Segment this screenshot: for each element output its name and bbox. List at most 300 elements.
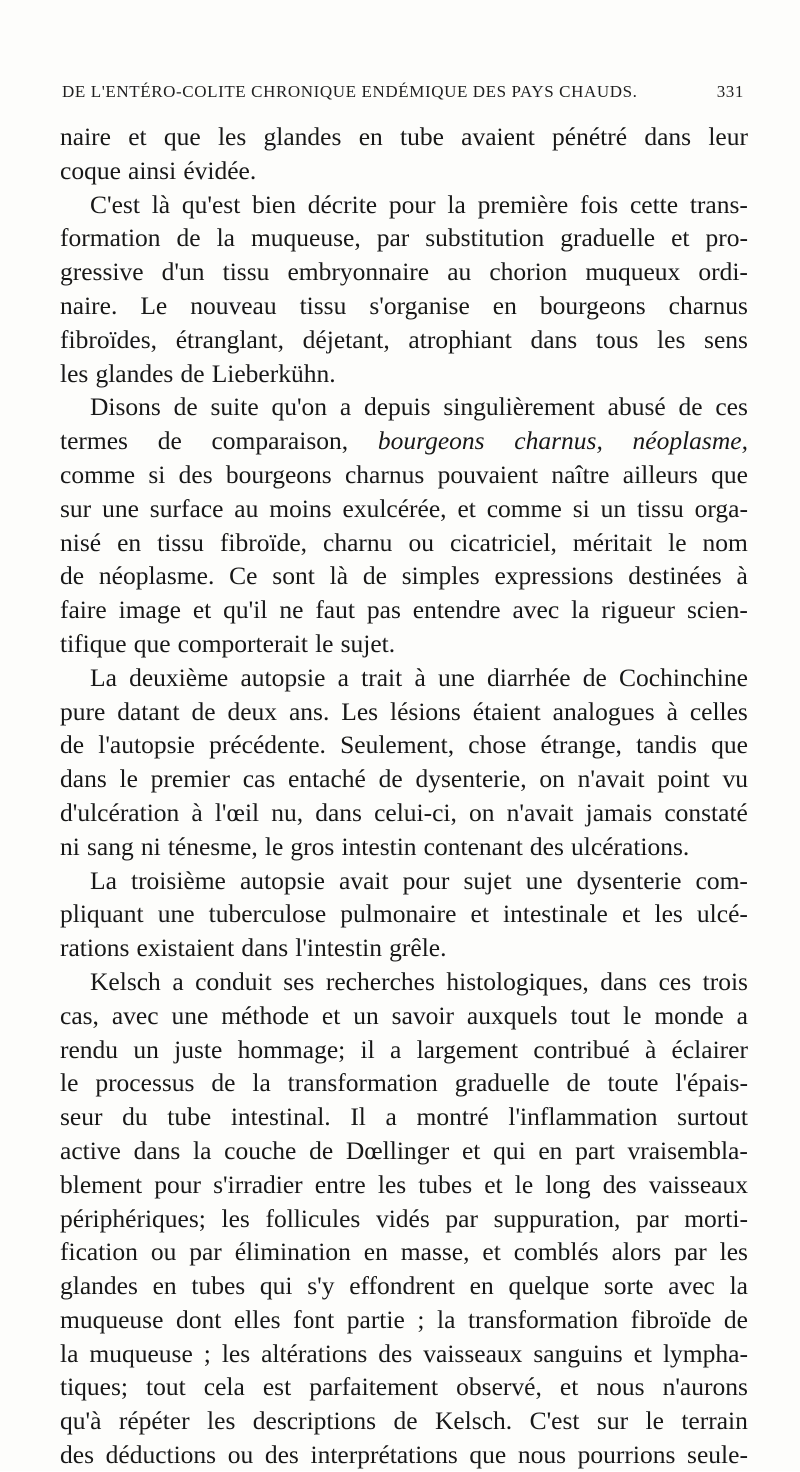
word: tous	[595, 324, 639, 354]
word: d'un	[161, 257, 205, 287]
word: entre	[314, 1169, 366, 1199]
word: première	[477, 189, 569, 219]
word: et	[671, 223, 690, 253]
word: La	[90, 662, 117, 692]
word: les	[657, 324, 686, 354]
word: lympha-	[662, 1338, 748, 1368]
word: ans.	[288, 696, 330, 726]
word: atrophiant	[408, 324, 512, 354]
text-line	[60, 661, 748, 695]
word: charnus,	[514, 426, 603, 456]
word: celui-ci,	[374, 797, 457, 827]
word: les	[719, 1237, 748, 1267]
word: La	[90, 865, 117, 895]
word: auxquels	[466, 1000, 558, 1030]
word: Dœllinger	[345, 1135, 450, 1165]
word: en	[358, 122, 383, 151]
word: de	[60, 730, 85, 760]
word: on	[539, 764, 565, 794]
word: masse,	[400, 1237, 470, 1267]
word: ;	[203, 1338, 211, 1368]
word: de	[180, 358, 205, 388]
word: en	[117, 527, 142, 557]
word: trait	[361, 662, 403, 692]
word: fibroïdes,	[60, 324, 158, 354]
word: un	[600, 493, 627, 523]
word: le	[514, 1169, 534, 1199]
word: précédente.	[209, 730, 326, 760]
word: évidée.	[183, 155, 257, 185]
word: bourgeons	[225, 459, 332, 489]
word: les	[217, 122, 247, 151]
word: orga-	[694, 493, 748, 523]
word: monde	[654, 1000, 724, 1030]
word: com-	[695, 865, 748, 895]
word: néoplasme.	[98, 561, 215, 591]
word: de	[362, 561, 387, 591]
word: terrain	[681, 1406, 748, 1436]
text-line	[60, 289, 748, 323]
text-line	[60, 593, 748, 627]
word: par	[674, 1237, 707, 1267]
word: n'avait	[506, 797, 574, 827]
text-line	[60, 154, 748, 188]
text-line	[60, 627, 748, 661]
word: s'irradier	[213, 1169, 303, 1199]
word: destinées	[628, 561, 722, 591]
word: descriptions	[252, 1406, 377, 1436]
word: pour	[402, 865, 450, 895]
word: tube	[167, 1102, 212, 1132]
word: pas	[366, 595, 401, 625]
word: des	[529, 831, 564, 861]
word: une	[102, 493, 139, 523]
word: Cochinchine	[619, 662, 748, 692]
text-line	[60, 1269, 748, 1303]
word: surface	[149, 493, 224, 523]
word: s'y	[307, 1271, 335, 1301]
word: les	[60, 358, 89, 388]
word: qu'il	[223, 595, 268, 625]
word: là	[329, 561, 349, 591]
word: avec	[512, 595, 560, 625]
word: ni	[140, 831, 161, 861]
word: l'inflammation	[508, 1102, 658, 1132]
word: bourgeons	[377, 426, 485, 456]
word: le	[623, 1000, 642, 1030]
text-line	[60, 796, 748, 830]
word: point	[657, 764, 710, 794]
word: charnus	[344, 459, 425, 489]
word: alors	[611, 1237, 662, 1267]
word: sur	[596, 1406, 629, 1436]
word: substitution	[425, 223, 545, 253]
word: que	[163, 122, 201, 151]
word: Seulement,	[340, 730, 455, 760]
word: comme	[486, 493, 562, 523]
word: C'est	[90, 189, 140, 219]
word: et	[128, 122, 147, 151]
word: et	[321, 1000, 341, 1030]
word: cicatriciel,	[449, 527, 557, 557]
text-line	[60, 120, 748, 154]
word: comblés	[513, 1237, 599, 1267]
text-line	[60, 897, 748, 931]
word: par	[189, 1237, 222, 1267]
word: si	[572, 493, 590, 523]
word: glandes	[95, 358, 174, 388]
word: et	[482, 1237, 501, 1267]
word: pénétré	[552, 122, 628, 151]
word: intestin	[341, 831, 417, 861]
word: premier	[150, 764, 230, 794]
word: vaisseaux	[423, 1338, 523, 1368]
word: ulcérations.	[571, 831, 690, 861]
word: montré	[416, 1102, 489, 1132]
text-line	[60, 1404, 748, 1438]
word: est	[262, 1372, 292, 1402]
word: et	[621, 899, 641, 929]
text-line	[60, 357, 748, 391]
text-line	[60, 728, 748, 762]
word: sujet.	[340, 628, 396, 658]
word: seule-	[687, 1440, 748, 1470]
word: vidés	[375, 1203, 430, 1233]
word: nous	[596, 1372, 645, 1402]
word: pourrions	[577, 1440, 676, 1470]
word: tubes	[191, 1271, 246, 1301]
word: avec	[668, 1271, 715, 1301]
word: on	[469, 797, 495, 827]
word: muqueux	[585, 257, 681, 287]
text-line	[60, 1235, 748, 1269]
word: bien	[252, 189, 296, 219]
text-line	[60, 188, 748, 222]
word: les	[221, 1203, 250, 1233]
word: une	[437, 662, 475, 692]
word: les	[377, 1169, 407, 1199]
word: naire	[60, 122, 111, 151]
word: ténesme,	[167, 831, 258, 861]
text-line	[60, 1066, 748, 1100]
word: qu'on	[271, 392, 328, 422]
word: tissu	[299, 290, 347, 320]
word: entaché	[288, 764, 366, 794]
text-line	[60, 1202, 748, 1236]
word: suite	[210, 392, 259, 422]
word: rigueur	[601, 595, 676, 625]
word: n'avait	[577, 764, 645, 794]
word: nous	[517, 1440, 567, 1470]
word: moins	[269, 493, 332, 523]
word: diarrhée	[487, 662, 571, 692]
word: la	[437, 1304, 456, 1334]
word: depuis	[363, 392, 431, 422]
word: déjetant,	[302, 324, 390, 354]
word: rendu	[60, 1034, 119, 1064]
word: long	[545, 1169, 591, 1199]
word: faire	[60, 595, 107, 625]
running-header	[62, 82, 744, 108]
word: tout	[570, 1000, 611, 1030]
word: coque	[60, 155, 121, 185]
word: de	[678, 392, 703, 422]
text-line	[60, 1168, 748, 1202]
word: étranglant,	[175, 324, 285, 354]
word: les	[207, 1406, 236, 1436]
word: à	[644, 1034, 657, 1064]
word: une	[171, 1000, 209, 1030]
text-line	[60, 424, 748, 458]
word: couche	[224, 1135, 297, 1165]
word: avait	[339, 865, 389, 895]
word: a	[339, 392, 352, 422]
word: par	[376, 223, 410, 253]
text-line	[60, 458, 748, 492]
word: exulcérée,	[342, 493, 447, 523]
word: au	[447, 257, 472, 287]
word: qu'est	[181, 189, 241, 219]
word: vu	[722, 764, 748, 794]
word: que	[133, 628, 171, 658]
body-text	[60, 120, 748, 1472]
word: datant	[117, 696, 180, 726]
word: si	[148, 459, 166, 489]
word: intestinale	[503, 899, 608, 929]
word: surtout	[677, 1102, 748, 1132]
word: ;	[417, 1304, 425, 1334]
word: et	[559, 1372, 579, 1402]
word: constaté	[664, 797, 748, 827]
word: fibroïde	[630, 1304, 712, 1334]
word: abusé	[607, 392, 666, 422]
word: dont	[175, 1304, 222, 1334]
text-line	[60, 965, 748, 999]
word: la	[60, 1338, 79, 1368]
word: ordi-	[698, 257, 748, 287]
word: pro-	[705, 223, 748, 253]
word: fois	[579, 189, 619, 219]
word: comporterait	[177, 628, 308, 658]
word: deuxième	[129, 662, 229, 692]
word: simples	[401, 561, 480, 591]
word: expressions	[494, 561, 614, 591]
word: périphériques;	[60, 1203, 206, 1233]
word: ne	[279, 595, 304, 625]
text-line	[60, 864, 748, 898]
word: rations	[60, 933, 130, 963]
word: suppuration,	[493, 1203, 621, 1233]
word: pour	[154, 1169, 201, 1199]
word: glandes	[60, 1271, 138, 1301]
word: de	[723, 1304, 748, 1334]
word: des	[178, 459, 213, 489]
word: jamais	[585, 797, 653, 827]
word: charnu	[323, 527, 393, 557]
word: pure	[60, 696, 106, 726]
text-line	[60, 1134, 748, 1168]
word: singulièrement	[443, 392, 595, 422]
word: Lieberkühn.	[211, 358, 336, 388]
word: du	[122, 1102, 148, 1132]
word: morti-	[684, 1203, 748, 1233]
word: les	[221, 1338, 251, 1368]
word: cette	[629, 189, 679, 219]
word: pulmonaire	[340, 899, 457, 929]
word: le	[645, 1406, 664, 1436]
word: le	[264, 831, 284, 861]
word: tifique	[60, 628, 127, 658]
word: par	[445, 1203, 478, 1233]
word: ulcé-	[696, 899, 748, 929]
word: ses	[283, 966, 315, 996]
word: étrange,	[540, 730, 622, 760]
word: sang	[86, 831, 134, 861]
word: Il	[350, 1102, 366, 1132]
word: blement	[60, 1169, 143, 1199]
word: tout	[146, 1372, 186, 1402]
word: sur	[60, 493, 92, 523]
word: muqueuse	[60, 1304, 164, 1334]
word: le	[60, 1068, 79, 1098]
word: pouvaient	[437, 459, 539, 489]
word: parfaitement	[309, 1372, 439, 1402]
word: grêle.	[389, 933, 447, 963]
word: qui	[493, 1135, 526, 1165]
word: tiques;	[60, 1372, 128, 1402]
word: sujet	[463, 865, 512, 895]
word: image	[118, 595, 181, 625]
word: la	[252, 1068, 271, 1098]
word: n'aurons	[662, 1372, 748, 1402]
word: fication	[60, 1237, 138, 1267]
word: pour	[388, 189, 436, 219]
word: qu'à	[60, 1406, 102, 1436]
word: a	[736, 1000, 748, 1030]
word: cas,	[60, 1000, 99, 1030]
word: celles	[689, 696, 748, 726]
word: trans-	[689, 189, 748, 219]
word: ainsi	[128, 155, 177, 185]
word: dans	[241, 933, 289, 963]
word: la	[447, 189, 466, 219]
word: leur	[708, 122, 748, 151]
text-line	[60, 255, 748, 289]
word: Le	[140, 290, 168, 320]
word: sorte	[603, 1271, 654, 1301]
word: largement	[416, 1034, 519, 1064]
word: une	[525, 865, 563, 895]
word: d'ulcération	[60, 797, 180, 827]
word: tube	[400, 122, 444, 151]
word: l'intestin	[295, 933, 383, 963]
text-line	[60, 323, 748, 357]
word: intestinal.	[230, 1102, 331, 1132]
word: naire.	[60, 290, 118, 320]
word: que	[711, 730, 748, 760]
word: font	[293, 1304, 335, 1334]
word: quelque	[508, 1271, 590, 1301]
word: en	[152, 1271, 177, 1301]
word: au	[234, 493, 259, 523]
word: comme	[60, 459, 136, 489]
word: sens	[704, 324, 748, 354]
word: méritait	[572, 527, 653, 557]
word: active	[60, 1135, 121, 1165]
word: décrite	[307, 189, 378, 219]
word: avec	[111, 1000, 159, 1030]
word: un	[133, 1034, 159, 1064]
word: cas	[242, 764, 276, 794]
word: nouveau	[190, 290, 277, 320]
page-number: 331	[716, 82, 744, 101]
word: tissu	[636, 493, 684, 523]
word: vraisembla-	[627, 1135, 748, 1165]
word: là	[151, 189, 171, 219]
word: tuberculose	[208, 899, 327, 929]
word: troisième	[130, 865, 226, 895]
word: graduelle	[454, 1068, 550, 1098]
word: termes	[60, 426, 128, 456]
word: graduelle	[560, 223, 656, 253]
text-line	[60, 390, 748, 424]
word: le	[315, 628, 334, 658]
word: de	[309, 1135, 334, 1165]
word: le	[668, 527, 687, 557]
word: C'est	[529, 1406, 580, 1436]
word: de	[566, 1068, 591, 1098]
text-line	[60, 1303, 748, 1337]
word: conduit	[195, 966, 272, 996]
word: fibroïde,	[219, 527, 308, 557]
word: l'autopsie	[98, 730, 195, 760]
word: nu,	[271, 797, 304, 827]
word: autopsie	[239, 865, 325, 895]
word: chorion	[489, 257, 568, 287]
word: en	[363, 1237, 388, 1267]
word: partie	[346, 1304, 405, 1334]
word: sont	[272, 561, 315, 591]
word: comparaison,	[211, 426, 349, 456]
word: dysenterie,	[415, 764, 527, 794]
word: à	[191, 797, 203, 827]
word: dans	[530, 324, 578, 354]
word: et	[633, 1338, 652, 1368]
word: sanguins	[533, 1338, 623, 1368]
word: la	[729, 1271, 748, 1301]
word: de	[60, 561, 85, 591]
word: le	[119, 764, 138, 794]
word: de	[393, 1406, 418, 1436]
word: lésions	[390, 696, 461, 726]
word: néoplasme,	[632, 426, 748, 456]
word: de	[378, 764, 403, 794]
word: transformation	[287, 1068, 438, 1098]
word: Kelsch	[90, 966, 161, 996]
word: observé,	[456, 1372, 542, 1402]
word: en	[469, 1271, 494, 1301]
text-line	[60, 1100, 748, 1134]
word: la	[216, 223, 235, 253]
word: elles	[233, 1304, 281, 1334]
text-line	[60, 695, 748, 729]
text-line	[60, 221, 748, 255]
word: a	[385, 1102, 397, 1132]
word: à	[736, 561, 748, 591]
word: ou	[227, 1440, 254, 1470]
word: ou	[408, 527, 434, 557]
word: histologiques,	[446, 966, 589, 996]
